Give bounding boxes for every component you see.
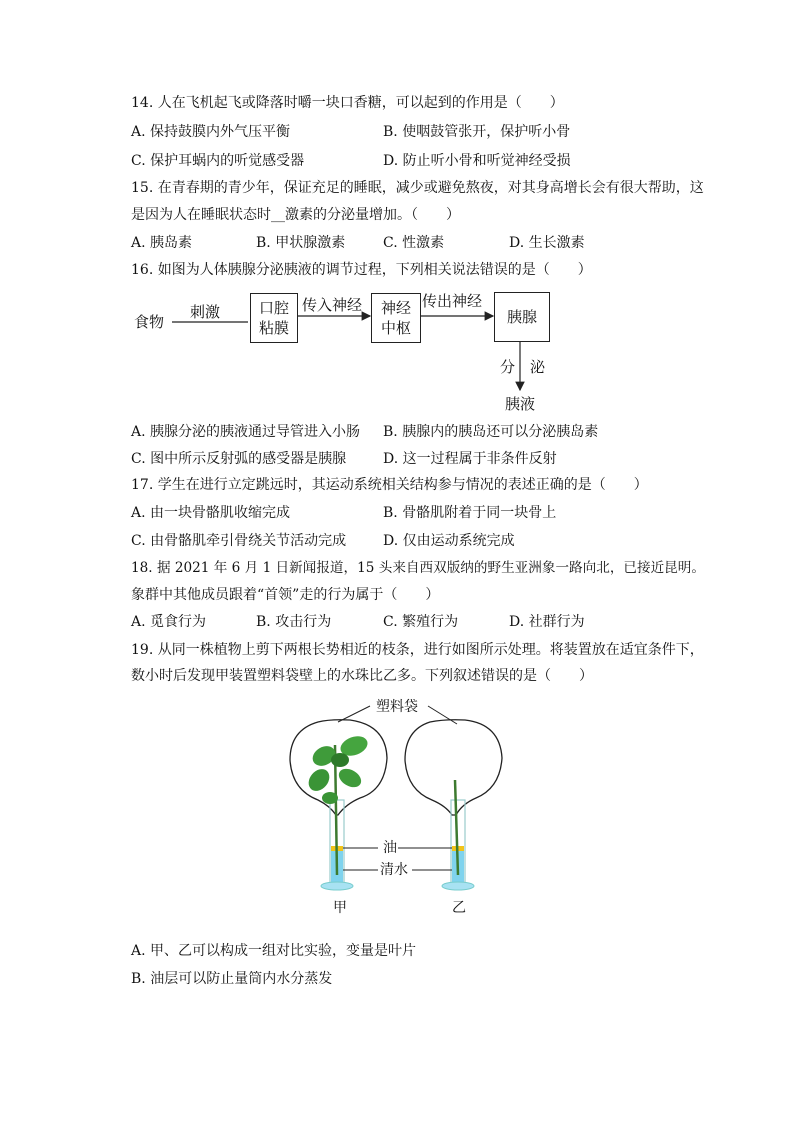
bag-label: 塑料袋	[376, 699, 418, 715]
pancreatic-juice-label: 胰液	[505, 395, 536, 413]
q19-stem-line1: 19. 从同一株植物上剪下两根长势相近的枝条，进行如图所示处理。将装置放在适宜条件下，	[131, 642, 704, 658]
secrete-label-2: 泌	[530, 358, 546, 376]
q16-option-a: A. 胰腺分泌的胰液通过导管进入小肠	[131, 424, 361, 440]
jia-label: 甲	[333, 900, 347, 916]
nerve-center-line2: 中枢	[380, 319, 411, 337]
q17-option-d: D. 仅由运动系统完成	[383, 533, 515, 549]
q18-option-c: C. 繁殖行为	[383, 614, 459, 630]
q14-stem: 14. 人在飞机起飞或降落时嚼一块口香糖，可以起到的作用是（ ）	[131, 95, 564, 111]
q16-option-b: B. 胰腺内的胰岛还可以分泌胰岛素	[383, 424, 599, 440]
q14-option-b: B. 使咽鼓管张开，保护听小骨	[383, 124, 571, 140]
q18-stem-line1: 18. 据 2021 年 6 月 1 日新闻报道，15 头来自西双版纳的野生亚洲象一路向北，已接近昆明。	[131, 560, 705, 576]
q16-stem: 16. 如图为人体胰腺分泌胰液的调节过程，下列相关说法错误的是（ ）	[131, 262, 592, 278]
q15-option-c: C. 性激素	[383, 235, 445, 251]
nerve-center-line1: 神经	[380, 299, 411, 317]
oral-mucosa-line2: 粘膜	[258, 319, 289, 337]
afferent-label: 传入神经	[302, 296, 363, 314]
q18-stem-line2: 象群中其他成员跟着“首领”走的行为属于（ ）	[131, 587, 440, 603]
q19-option-b: B. 油层可以防止量筒内水分蒸发	[131, 971, 333, 987]
q15-stem-line2: 是因为人在睡眠状态时__激素的分泌量增加。（ ）	[131, 207, 460, 223]
stimulus-label: 刺激	[190, 303, 221, 321]
q15-stem-line1: 15. 在青春期的青少年，保证充足的睡眠，减少或避免熬夜，对其身高增长会有很大帮助，这	[131, 180, 704, 196]
q17-option-a: A. 由一块骨骼肌收缩完成	[131, 505, 291, 521]
q15-option-a: A. 胰岛素	[131, 235, 193, 251]
q14-option-d: D. 防止听小骨和听觉神经受损	[383, 153, 571, 169]
q17-stem: 17. 学生在进行立定跳远时，其运动系统相关结构参与情况的表述正确的是（ ）	[131, 477, 648, 493]
q17-option-c: C. 由骨骼肌牵引骨绕关节活动完成	[131, 533, 347, 549]
q19-option-a: A. 甲、乙可以构成一组对比实验，变量是叶片	[131, 943, 417, 959]
oil-label: 油	[383, 840, 397, 856]
q16-option-c: C. 图中所示反射弧的感受器是胰腺	[131, 451, 347, 467]
q15-option-d: D. 生长激素	[509, 235, 585, 251]
bag-yi	[405, 720, 502, 815]
q18-option-d: D. 社群行为	[509, 614, 585, 630]
water-label: 清水	[380, 862, 408, 878]
efferent-label: 传出神经	[422, 292, 483, 310]
food-label: 食物	[134, 313, 165, 331]
q15-option-b: B. 甲状腺激素	[256, 235, 346, 251]
q16-option-d: D. 这一过程属于非条件反射	[383, 451, 557, 467]
secrete-label-1: 分	[500, 358, 516, 376]
oral-mucosa-line1: 口腔	[258, 299, 289, 317]
q17-option-b: B. 骨骼肌附着于同一块骨上	[383, 505, 557, 521]
q14-option-c: C. 保护耳蜗内的听觉感受器	[131, 153, 305, 169]
q14-option-a: A. 保持鼓膜内外气压平衡	[131, 124, 291, 140]
cylinder-base-jia	[321, 882, 353, 890]
q19-stem-line2: 数小时后发现甲装置塑料袋壁上的水珠比乙多。下列叙述错误的是（ ）	[131, 668, 593, 684]
cylinder-base-yi	[442, 882, 474, 890]
pancreas-label: 胰腺	[506, 308, 537, 326]
leaves-jia	[304, 733, 370, 804]
q18-option-b: B. 攻击行为	[256, 614, 332, 630]
q18-option-a: A. 觅食行为	[131, 614, 207, 630]
bag-jia	[290, 720, 387, 815]
yi-label: 乙	[452, 900, 466, 916]
